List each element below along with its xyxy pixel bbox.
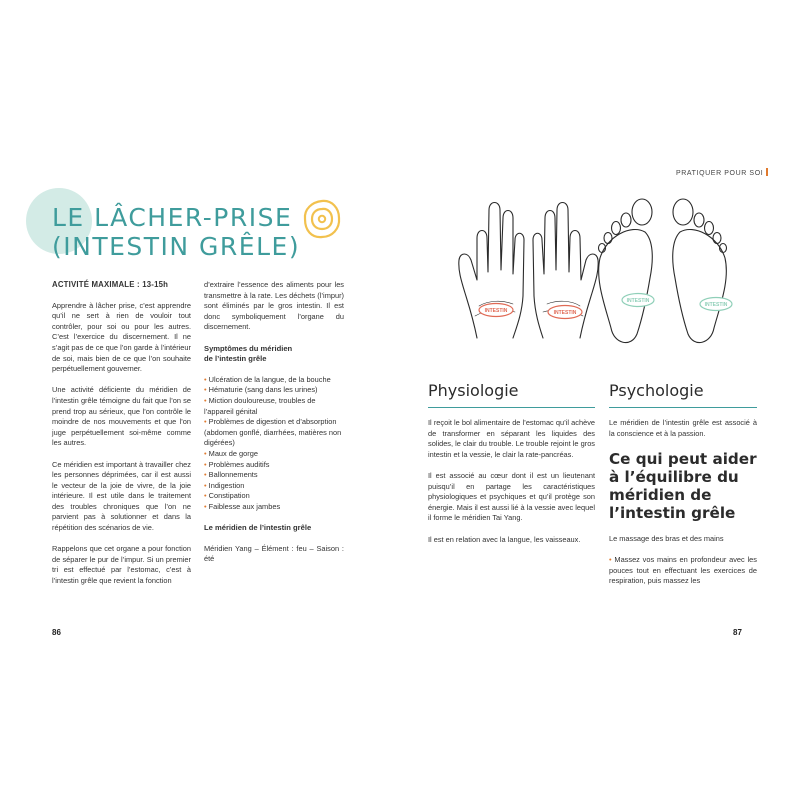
- care-intro: Le massage des bras et des mains: [609, 533, 724, 543]
- list-item: • Indigestion: [204, 481, 344, 492]
- left-hand-drawing: [459, 203, 524, 339]
- list-item: • Ulcération de la langue, de la bouche: [204, 375, 344, 386]
- psychology-rule: [609, 407, 757, 408]
- paragraph: Une activité déficiente du méridien de l’intestin grêle témoigne du fait que l’on se prend trop au sérieux, que l’on contrôle le moindre de nos mouvements et que l’on juge perpétuellement soi-même comme les autres.: [52, 385, 191, 448]
- list-item: • Miction douloureuse, troubles de l’appareil génital: [204, 396, 344, 417]
- page-number-left: 86: [52, 628, 61, 637]
- middle-column: [204, 280, 344, 575]
- symptoms-heading: [204, 344, 344, 365]
- hands-feet-illustration: [455, 188, 755, 358]
- paragraph: d’extraire l’essence des aliments pour les transmettre à la rate. Les déchets (l’impur) sont éliminés par le gros intestin. Il est donc symboliquement l’organe du discernement.: [204, 280, 344, 332]
- list-item: • Ballonnements: [204, 470, 344, 481]
- title-line-2: (INTESTIN GRÊLE): [52, 232, 301, 261]
- right-foot-drawing: [673, 199, 727, 343]
- symptoms-list: [204, 375, 344, 513]
- intestin-label-text: INTESTIN: [553, 310, 577, 316]
- paragraph: Apprendre à lâcher prise, c’est apprendre qu’il ne sert à rien de vouloir tout contrôler, pour soi ou pour les autres. C’est l’exercice du discernement. Il ne s’agit pas de ce que l’on garde à l’intérieur de soi, mais bien de ce que l’on souhaite perpétuellement gouverner.: [52, 300, 191, 374]
- page-number-right: 87: [733, 628, 742, 637]
- page-title: [52, 203, 300, 261]
- paragraph: Le méridien de l’intestin grêle est associé à la conscience et à la passion.: [609, 418, 757, 438]
- psychology-column: [609, 418, 757, 597]
- list-item: • Problèmes de digestion et d’absorption (abdomen gonflé, diarrhées, matières non digérées): [204, 417, 344, 449]
- list-item: • Constipation: [204, 491, 344, 502]
- care-bullet: • Massez vos mains en profondeur avec les pouces tout en effectuant les exercices de respiration, puis massez les: [609, 555, 757, 587]
- list-item: • Problèmes auditifs: [204, 460, 344, 471]
- intestin-label-1: [479, 304, 513, 317]
- intestin-label-4: [700, 298, 732, 311]
- intestin-label-text: INTESTIN: [704, 302, 728, 308]
- left-column: [52, 280, 191, 597]
- left-foot-drawing: [599, 199, 653, 343]
- psychology-heading: Psychologie: [609, 381, 704, 400]
- paragraph: Il est en relation avec la langue, les vaisseaux.: [428, 534, 581, 544]
- list-item: • Hématurie (sang dans les urines): [204, 385, 344, 396]
- activity-heading: ACTIVITÉ MAXIMALE : 13-15h: [52, 280, 169, 289]
- meridian-heading: Le méridien de l’intestin grêle: [204, 523, 312, 533]
- running-head-text: PRATIQUER POUR SOI: [676, 170, 764, 177]
- paragraph: Il est associé au cœur dont il est un lieutenant puisqu’il en partage les caractéristiques physiologiques et psychiques et qu’il protège son énergie. Mais il est aussi lié à la vessie avec lequel il forme le méridien Tai Yang.: [428, 470, 595, 523]
- symptoms-heading-line-1: Symptômes du méridien: [204, 343, 293, 353]
- paragraph: Ce méridien est important à travailler chez les personnes déprimées, car il est aussi le vecteur de la joie de vivre, de la joie intérieure. Il est utile dans le traitement des troubles chroniques que l’on ne parvient pas à solutionner et dans la répétition des scénarios de vie.: [52, 459, 191, 533]
- intestin-label-text: INTESTIN: [484, 308, 508, 314]
- symptoms-heading-line-2: de l’intestin grêle: [204, 354, 267, 364]
- intestin-label-text: INTESTIN: [626, 298, 650, 304]
- intestin-label-3: [622, 294, 654, 307]
- title-line-1: LE LÂCHER-PRISE: [52, 203, 293, 232]
- physiology-heading: Physiologie: [428, 381, 519, 400]
- physiology-column: [428, 418, 595, 556]
- running-head-bar: [766, 168, 768, 176]
- intestin-label-2: [548, 306, 582, 319]
- list-item: • Maux de gorge: [204, 449, 344, 460]
- paragraph: Rappelons que cet organe a pour fonction de séparer le pur de l’impur. Si un premier tri est effectué par l’estomac, c’est à l’intestin grêle que revient la fonction: [52, 544, 191, 586]
- list-item: • Faiblesse aux jambes: [204, 502, 344, 513]
- target-icon: [302, 198, 342, 240]
- paragraph: Il reçoit le bol alimentaire de l’estomac qu’il achève de transformer en séparant les liquides des solides, le clair du trouble. Le trouble rejoint le gros intestin et la vessie, le clair la rate-pancréas.: [428, 418, 595, 459]
- physiology-rule: [428, 407, 595, 408]
- meridian-text: Méridien Yang – Élément : feu – Saison : été: [204, 543, 344, 564]
- care-heading: Ce qui peut aider à l’équilibre du méridien de l’intestin grêle: [609, 449, 757, 522]
- running-head: [676, 168, 768, 177]
